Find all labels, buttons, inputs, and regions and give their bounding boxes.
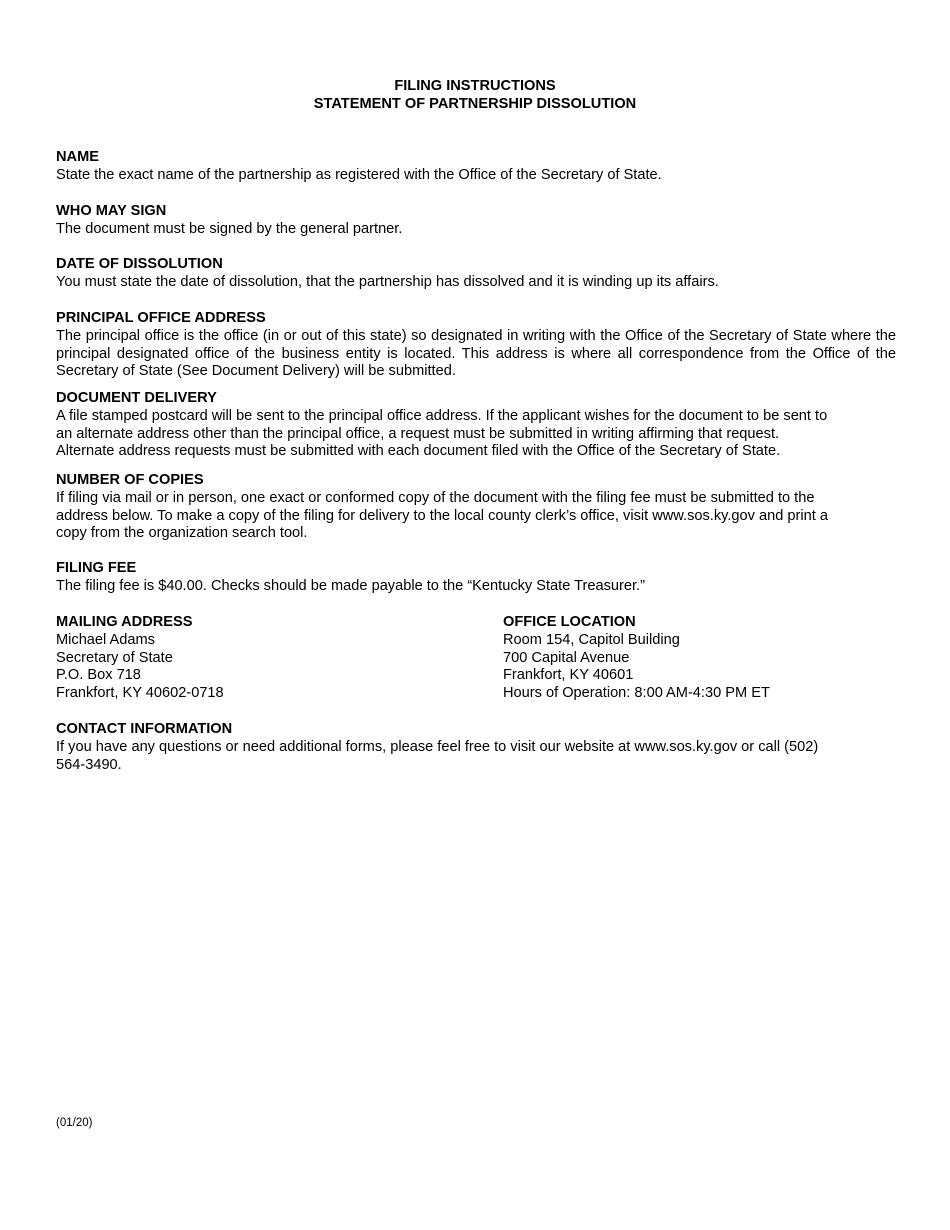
document-title xyxy=(0,78,950,114)
section-body: You must state the date of dissolution, that the partnership has dissolved and it is winding up its affairs. xyxy=(56,273,719,290)
section-document-delivery xyxy=(56,390,896,461)
section-contact-information xyxy=(56,721,896,774)
title-line-1: FILING INSTRUCTIONS xyxy=(394,78,556,94)
section-body-line: address below. To make a copy of the filing for delivery to the local county clerk’s office, visit www.sos.ky.gov and print a xyxy=(56,507,828,524)
address-line: Frankfort, KY 40602-0718 xyxy=(56,685,224,702)
address-line: Hours of Operation: 8:00 AM-4:30 PM ET xyxy=(503,685,770,702)
section-heading: NAME xyxy=(56,149,99,165)
section-heading: DATE OF DISSOLUTION xyxy=(56,256,223,272)
section-body: State the exact name of the partnership as registered with the Office of the Secretary of State. xyxy=(56,166,662,183)
mailing-address-block xyxy=(56,614,456,703)
section-filing-fee xyxy=(56,560,896,596)
title-line-2: STATEMENT OF PARTNERSHIP DISSOLUTION xyxy=(313,95,637,112)
address-line: P.O. Box 718 xyxy=(56,667,141,684)
address-line: 700 Capital Avenue xyxy=(503,649,630,666)
office-location-block xyxy=(503,614,903,703)
section-body: The document must be signed by the general partner. xyxy=(56,220,403,237)
section-heading: NUMBER OF COPIES xyxy=(56,472,204,488)
section-name xyxy=(56,149,896,185)
address-line: Frankfort, KY 40601 xyxy=(503,667,634,684)
section-heading: WHO MAY SIGN xyxy=(56,203,167,219)
section-heading: OFFICE LOCATION xyxy=(503,614,636,630)
section-body-line: If you have any questions or need additional forms, please feel free to visit our website at www.sos.ky.gov or call (502) xyxy=(56,738,819,755)
address-line: Secretary of State xyxy=(56,649,173,666)
address-line: Room 154, Capitol Building xyxy=(503,631,680,648)
section-heading: PRINCIPAL OFFICE ADDRESS xyxy=(56,310,266,326)
section-heading: FILING FEE xyxy=(56,560,137,576)
address-line: Michael Adams xyxy=(56,631,155,648)
section-body-line: an alternate address other than the principal office, a request must be submitted in writing affirming that request. xyxy=(56,425,780,442)
section-date-of-dissolution xyxy=(56,256,896,292)
section-who-may-sign xyxy=(56,203,896,239)
section-principal-office-address xyxy=(56,310,896,381)
section-heading: MAILING ADDRESS xyxy=(56,614,193,630)
section-body-line: A file stamped postcard will be sent to the principal office address. If the applicant wishes for the document to be sent to xyxy=(56,407,828,424)
revision-date: (01/20) xyxy=(56,1117,93,1129)
section-body: The principal office is the office (in or out of this state) so designated in writing with the Office of the Secretary of State where the principal designated office of the business entity is located. This address is where all correspondence from the Office of the Secretary of State (See Document Delivery) will be submitted. xyxy=(56,327,896,380)
section-heading: CONTACT INFORMATION xyxy=(56,721,233,737)
section-body-line: copy from the organization search tool. xyxy=(56,525,308,542)
section-number-of-copies xyxy=(56,472,896,543)
section-body: The filing fee is $40.00. Checks should be made payable to the “Kentucky State Treasurer.” xyxy=(56,577,645,594)
section-body-line: Alternate address requests must be submitted with each document filed with the Office of the Secretary of State. xyxy=(56,443,781,460)
section-body-line: If filing via mail or in person, one exact or conformed copy of the document with the filing fee must be submitted to the xyxy=(56,489,815,506)
section-heading: DOCUMENT DELIVERY xyxy=(56,390,217,406)
section-body-line: 564-3490. xyxy=(56,756,122,773)
